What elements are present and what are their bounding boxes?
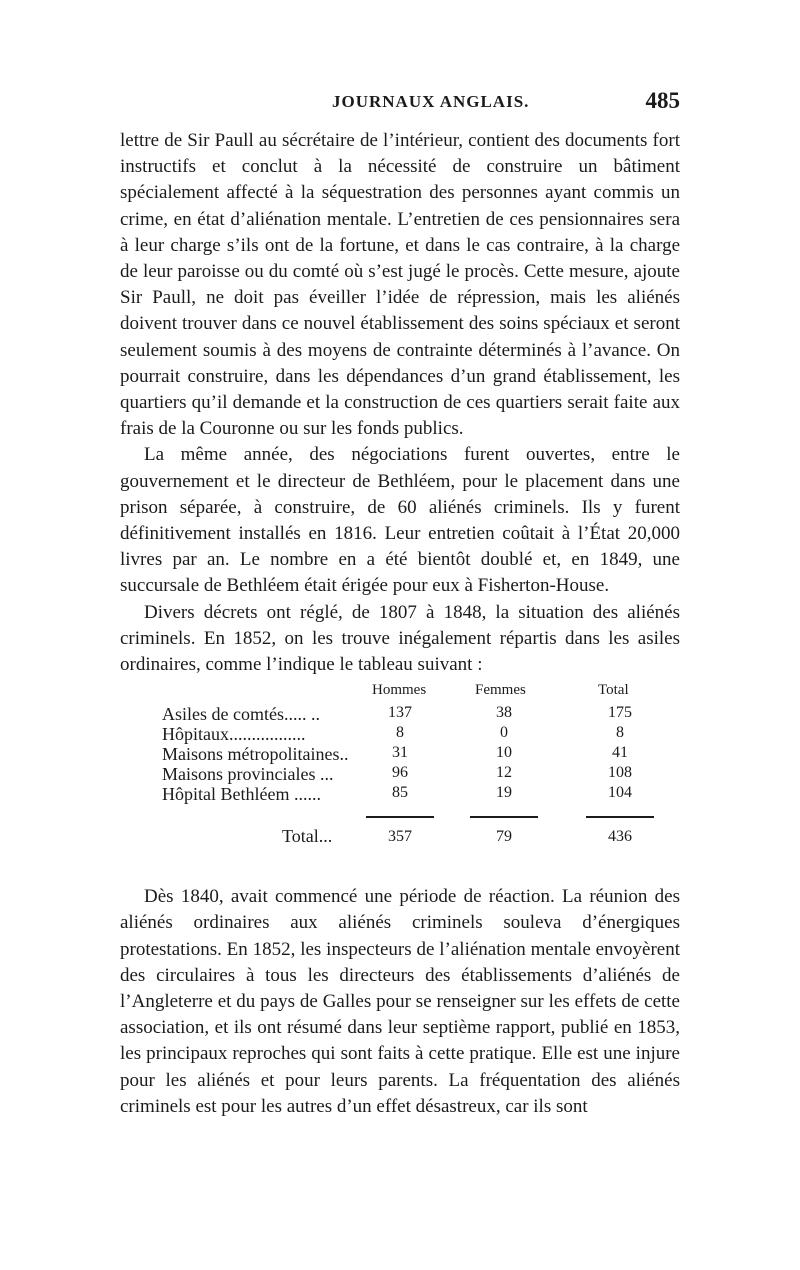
page-number: 485 [645, 88, 680, 113]
total-cell-femmes: 79 [496, 828, 512, 846]
table-cell-femmes: 19 [496, 784, 512, 802]
paragraph-3: Divers décrets ont réglé, de 1807 à 1848, la situation des aliénés criminels. En 1852, on les trouve inégalement répartis dans les asiles ordinaires, comme l’indique le tableau suivant : [120, 601, 680, 676]
table-cell-total: 104 [608, 784, 632, 802]
table-cell-hommes: 85 [392, 784, 408, 802]
table-row-label: Hôpitaux................. [162, 724, 306, 745]
total-row-label: Total... [282, 826, 333, 847]
paragraph-1: lettre de Sir Paull au sécrétaire de l’intérieur, contient des documents fort instructifs et conclut à la nécessité de construire un bâtiment spécialement affecté à la séquestration des personnes ayant commis un crime, en état d’aliénation mentale. L’entretien de ces pensionnaires sera à leur charge s’ils ont de la fortune, et dans le cas contraire, à la charge de leur paroisse ou du comté où s’est jugé le procès. Cette mesure, ajoute Sir Paull, ne doit pas éveiller l’idée de répression, mais les aliénés doivent trouver dans ce nouvel établissement des soins spéciaux et seront seulement soumis à des moyens de contrainte déterminés à l’avance. On pourrait construire, dans les dépendances d’un grand établissement, les quartiers qu’il demande et la construction de ces quartiers serait faite aux frais de la Couronne ou sur les fonds publics. [120, 130, 680, 440]
table-cell-total: 41 [612, 744, 628, 762]
table-row-label: Maisons métropolitaines.. [162, 744, 349, 765]
sum-rule-hommes [366, 816, 434, 818]
total-cell-hommes: 357 [388, 828, 412, 846]
table-cell-femmes: 0 [500, 724, 508, 742]
total-cell-total: 436 [608, 828, 632, 846]
table-row-label: Asiles de comtés..... .. [162, 704, 320, 725]
table-cell-hommes: 8 [396, 724, 404, 742]
sum-rule-femmes [470, 816, 538, 818]
table-cell-femmes: 38 [496, 704, 512, 722]
table-cell-hommes: 31 [392, 744, 408, 762]
table-cell-femmes: 12 [496, 764, 512, 782]
sum-rule-total [586, 816, 654, 818]
table-cell-femmes: 10 [496, 744, 512, 762]
table-cell-total: 8 [616, 724, 624, 742]
paragraph-2: La même année, des négociations furent ouvertes, entre le gouvernement et le directeur de Bethléem, pour le placement dans une prison séparée, à construire, de 60 aliénés criminels. Ils y furent définitivement installés en 1816. Leur entretien coûtait à l’État 20,000 livres par an. Le nombre en a été bientôt doublé et, en 1849, une succursale de Bethléem était érigée pour eux à Fisherton-House. [120, 444, 680, 597]
column-header-femmes: Femmes [475, 682, 526, 699]
running-title: JOURNAUX ANGLAIS. [332, 92, 530, 111]
page-header [120, 88, 680, 128]
table-cell-total: 108 [608, 764, 632, 782]
paragraph-4: Dès 1840, avait commencé une période de réaction. La réunion des aliénés ordinaires aux aliénés criminels souleva d’énergiques protestations. En 1852, les inspecteurs de l’aliénation mentale envoyèrent des circulaires à tous les directeurs des établissements d’aliénés de l’Angleterre et du pays de Galles pour se renseigner sur les effets de cette association, et ils ont résumé dans leur septième rapport, publié en 1853, les principaux reproches qui sont faits à cette pratique. Elle est une injure pour les aliénés et pour leurs parents. La fréquentation des aliénés criminels est pour les autres d’un effet désastreux, car ils sont [120, 886, 680, 1117]
table-cell-hommes: 137 [388, 704, 412, 722]
table-cell-total: 175 [608, 704, 632, 722]
table-row-label: Hôpital Bethléem ...... [162, 784, 321, 805]
column-header-total: Total [598, 682, 629, 699]
statistics-table [120, 682, 680, 878]
book-page [120, 88, 680, 1120]
column-header-hommes: Hommes [372, 682, 427, 699]
table-cell-hommes: 96 [392, 764, 408, 782]
table-row-label: Maisons provinciales ... [162, 764, 334, 785]
